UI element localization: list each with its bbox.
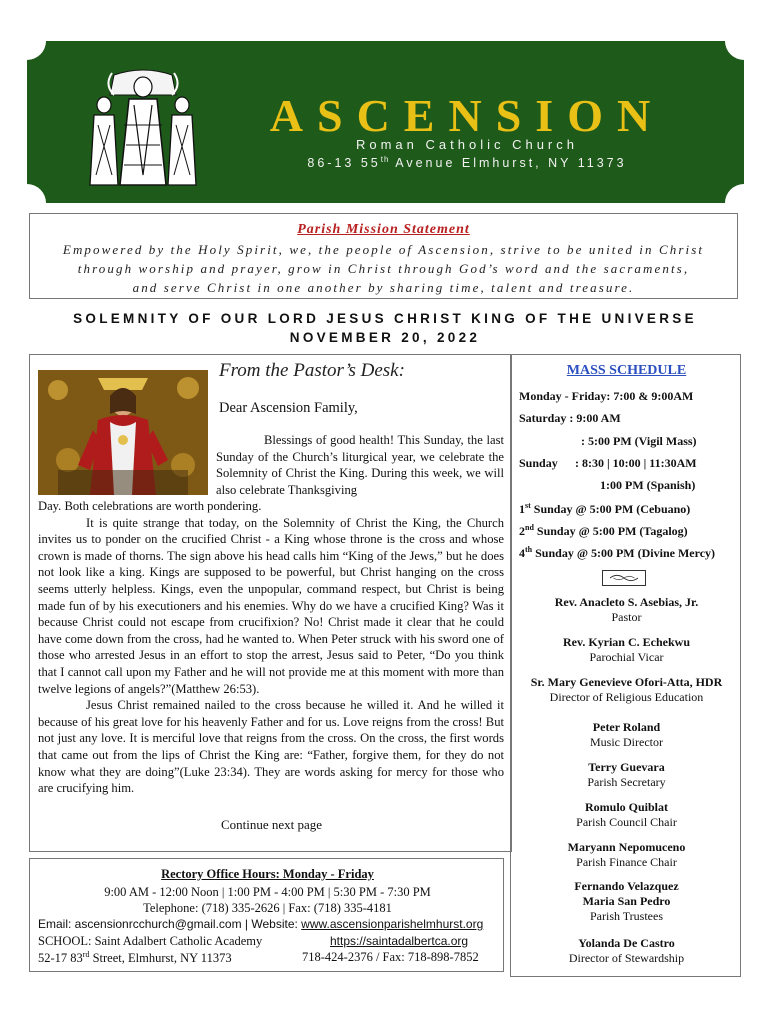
mass-detail: Sunday @ 5:00 PM (Divine Mercy) — [532, 546, 716, 560]
pastors-desk-title: From the Pastor’s Desk: — [219, 360, 405, 381]
staff-role: Parish Finance Chair — [576, 855, 677, 869]
ordinal-number: 2 — [519, 524, 525, 538]
sunday-mass-times: : 8:30 | 10:00 | 11:30AM — [575, 456, 697, 470]
staff-entry — [511, 879, 742, 924]
staff-name: Maria San Pedro — [582, 894, 671, 908]
address-ordinal: th — [380, 155, 390, 164]
staff-role: Parochial Vicar — [589, 650, 664, 664]
school-address-number: 52-17 83 — [38, 951, 83, 966]
mass-detail: Sunday @ 5:00 PM (Tagalog) — [533, 524, 688, 538]
mass-detail: Sunday @ 5:00 PM (Cebuano) — [530, 502, 691, 516]
staff-entry — [511, 760, 742, 790]
church-name: ASCENSION — [269, 90, 665, 141]
ordinal-suffix: st — [525, 501, 531, 510]
mission-line: and serve Christ in one another by sharing time, talent and treasure. — [132, 280, 635, 295]
staff-entry — [511, 675, 742, 705]
letter-text: Day. Both celebrations are worth pondering. — [38, 499, 262, 513]
ascension-logo-icon — [84, 65, 202, 193]
email-text: Email: ascensionrcchurch@gmail.com | Website: — [38, 917, 302, 931]
staff-name: Maryann Nepomuceno — [567, 840, 686, 854]
staff-role: Director of Religious Education — [549, 690, 704, 704]
school-address — [38, 950, 232, 966]
staff-name: Terry Guevara — [588, 760, 665, 774]
solemnity-title: SOLEMNITY OF OUR LORD JESUS CHRIST KING OF THE UNIVERSE — [73, 311, 697, 326]
staff-entry — [511, 800, 742, 830]
second-sunday-mass — [519, 523, 688, 539]
first-sunday-mass — [519, 501, 690, 517]
staff-role: Parish Trustees — [589, 909, 663, 923]
sunday-label: Sunday — [519, 456, 558, 470]
fourth-sunday-mass — [519, 545, 715, 561]
staff-entry — [511, 936, 742, 966]
solemnity-date: NOVEMBER 20, 2022 — [289, 330, 481, 345]
staff-entry — [511, 840, 742, 870]
staff-name: Rev. Anacleto S. Asebias, Jr. — [554, 595, 699, 609]
banner-corner — [725, 22, 763, 60]
staff-name: Sr. Mary Genevieve Ofori-Atta, HDR — [530, 675, 723, 689]
letter-text: It is quite strange that today, on the Solemnity of Christ the King, the Church invites us to ponder on the crucified Christ - a King whose throne is the cross and whose crown is made of thorns. The sign above his head calls him “King of the Jews,” but he does not look like a king. Kings are supposed to be powerful, but Christ hanging on the cross seems utterly helpless. Kings, even the unpopular, command respect, but Christ is being made fun of by his executioners and his enemies. Why do we have a crucified King? Was it because Christ could not escape from crucifixion? No! Christ made it clear that he could have come down from the cross, had he wanted to. When Peter struck with his sword one of those who arrested Jesus in an effort to stop the arrest, Jesus said to Peter, “Do you think that I cannot call upon my Father and he will not provide me at this moment with more than twelve legions of angels?”(Matthew 26:53). — [38, 515, 504, 696]
solemnity-heading — [30, 309, 740, 347]
christ-the-king-image — [38, 370, 208, 495]
header-banner — [27, 41, 744, 203]
staff-name: Romulo Quiblat — [584, 800, 668, 814]
saturday-mass: Saturday : 9:00 AM — [519, 411, 621, 425]
church-address — [227, 155, 707, 170]
letter-text: Jesus Christ remained nailed to the cross because he willed it. And he willed it because of his great love for his heavenly Father and for us. Love reigns from the cross! But not just any love. It is merciful love that reigns from the cross. On the cross, the first words that came out from the lips of Christ the King are: “Father, forgive them, for they do not know what they are doing”(Luke 23:34). They are words asking for mercy for those who are crucifying him. — [38, 698, 504, 796]
staff-entry — [511, 720, 742, 750]
school-name: SCHOOL: Saint Adalbert Catholic Academy — [38, 934, 263, 948]
staff-entry — [511, 595, 742, 625]
rectory-hours: 9:00 AM - 12:00 Noon | 1:00 PM - 4:00 PM | 5:30 PM - 7:30 PM — [104, 885, 431, 899]
letter-paragraph-1-top — [216, 432, 504, 498]
ordinal-suffix: nd — [525, 523, 534, 532]
website-link[interactable]: www.ascensionparishelmhurst.org — [301, 917, 484, 931]
ornament-divider-icon — [602, 570, 646, 586]
continue-next-page: Continue next page — [220, 817, 323, 832]
staff-name: Fernando Velazquez — [574, 879, 679, 893]
staff-name: Rev. Kyrian C. Echekwu — [562, 635, 690, 649]
staff-name: Peter Roland — [592, 720, 661, 734]
banner-corner — [8, 22, 46, 60]
rectory-hours-title: Rectory Office Hours: Monday - Friday — [161, 867, 374, 881]
school-address-rest: Street, Elmhurst, NY 11373 — [89, 951, 232, 966]
staff-entry — [511, 635, 742, 665]
letter-body — [38, 498, 504, 797]
school-phone: 718-424-2376 / Fax: 718-898-7852 — [302, 950, 479, 964]
staff-role: Music Director — [590, 735, 663, 749]
mission-line: through worship and prayer, grow in Christ through God’s word and the sacraments, — [77, 261, 690, 276]
mission-statement-box — [29, 213, 738, 299]
letter-greeting: Dear Ascension Family, — [219, 400, 358, 416]
weekday-mass: Monday - Friday: 7:00 & 9:00AM — [519, 389, 694, 403]
sunday-spanish-mass: 1:00 PM (Spanish) — [600, 478, 696, 492]
mass-schedule-box — [510, 354, 741, 977]
letter-text: Blessings of good health! This Sunday, the last Sunday of the Church’s liturgical year, we celebrate the Solemnity of Christ the King. During this week, we will also celebrate Thanksgiving — [216, 433, 504, 497]
ordinal-number: 1 — [519, 502, 525, 516]
church-subtitle: Roman Catholic Church — [355, 137, 578, 152]
rectory-email — [38, 917, 483, 931]
saturday-vigil-mass: : 5:00 PM (Vigil Mass) — [581, 434, 697, 448]
mass-schedule-title: MASS SCHEDULE — [566, 363, 687, 378]
ordinal-number: 4 — [519, 546, 525, 560]
mission-text — [30, 238, 737, 297]
staff-role: Pastor — [611, 610, 642, 624]
ordinal-suffix: th — [525, 545, 533, 554]
staff-role: Director of Stewardship — [568, 951, 685, 965]
rectory-office-box — [29, 858, 504, 972]
staff-role: Parish Secretary — [587, 775, 666, 789]
address-street-number: 86-13 55 — [307, 156, 381, 171]
staff-role: Parish Council Chair — [576, 815, 677, 829]
mission-title: Parish Mission Statement — [297, 222, 470, 237]
rectory-phone: Telephone: (718) 335-2626 | Fax: (718) 335-4181 — [143, 901, 392, 915]
school-address-ordinal: rd — [82, 950, 90, 959]
address-rest: Avenue Elmhurst, NY 11373 — [389, 156, 627, 171]
school-website-link[interactable]: https://saintadalbertca.org — [330, 934, 469, 948]
pastors-desk-box — [29, 354, 512, 852]
staff-name: Yolanda De Castro — [578, 936, 675, 950]
mission-line: Empowered by the Holy Spirit, we, the people of Ascension, strive to be united in Christ — [62, 242, 705, 257]
